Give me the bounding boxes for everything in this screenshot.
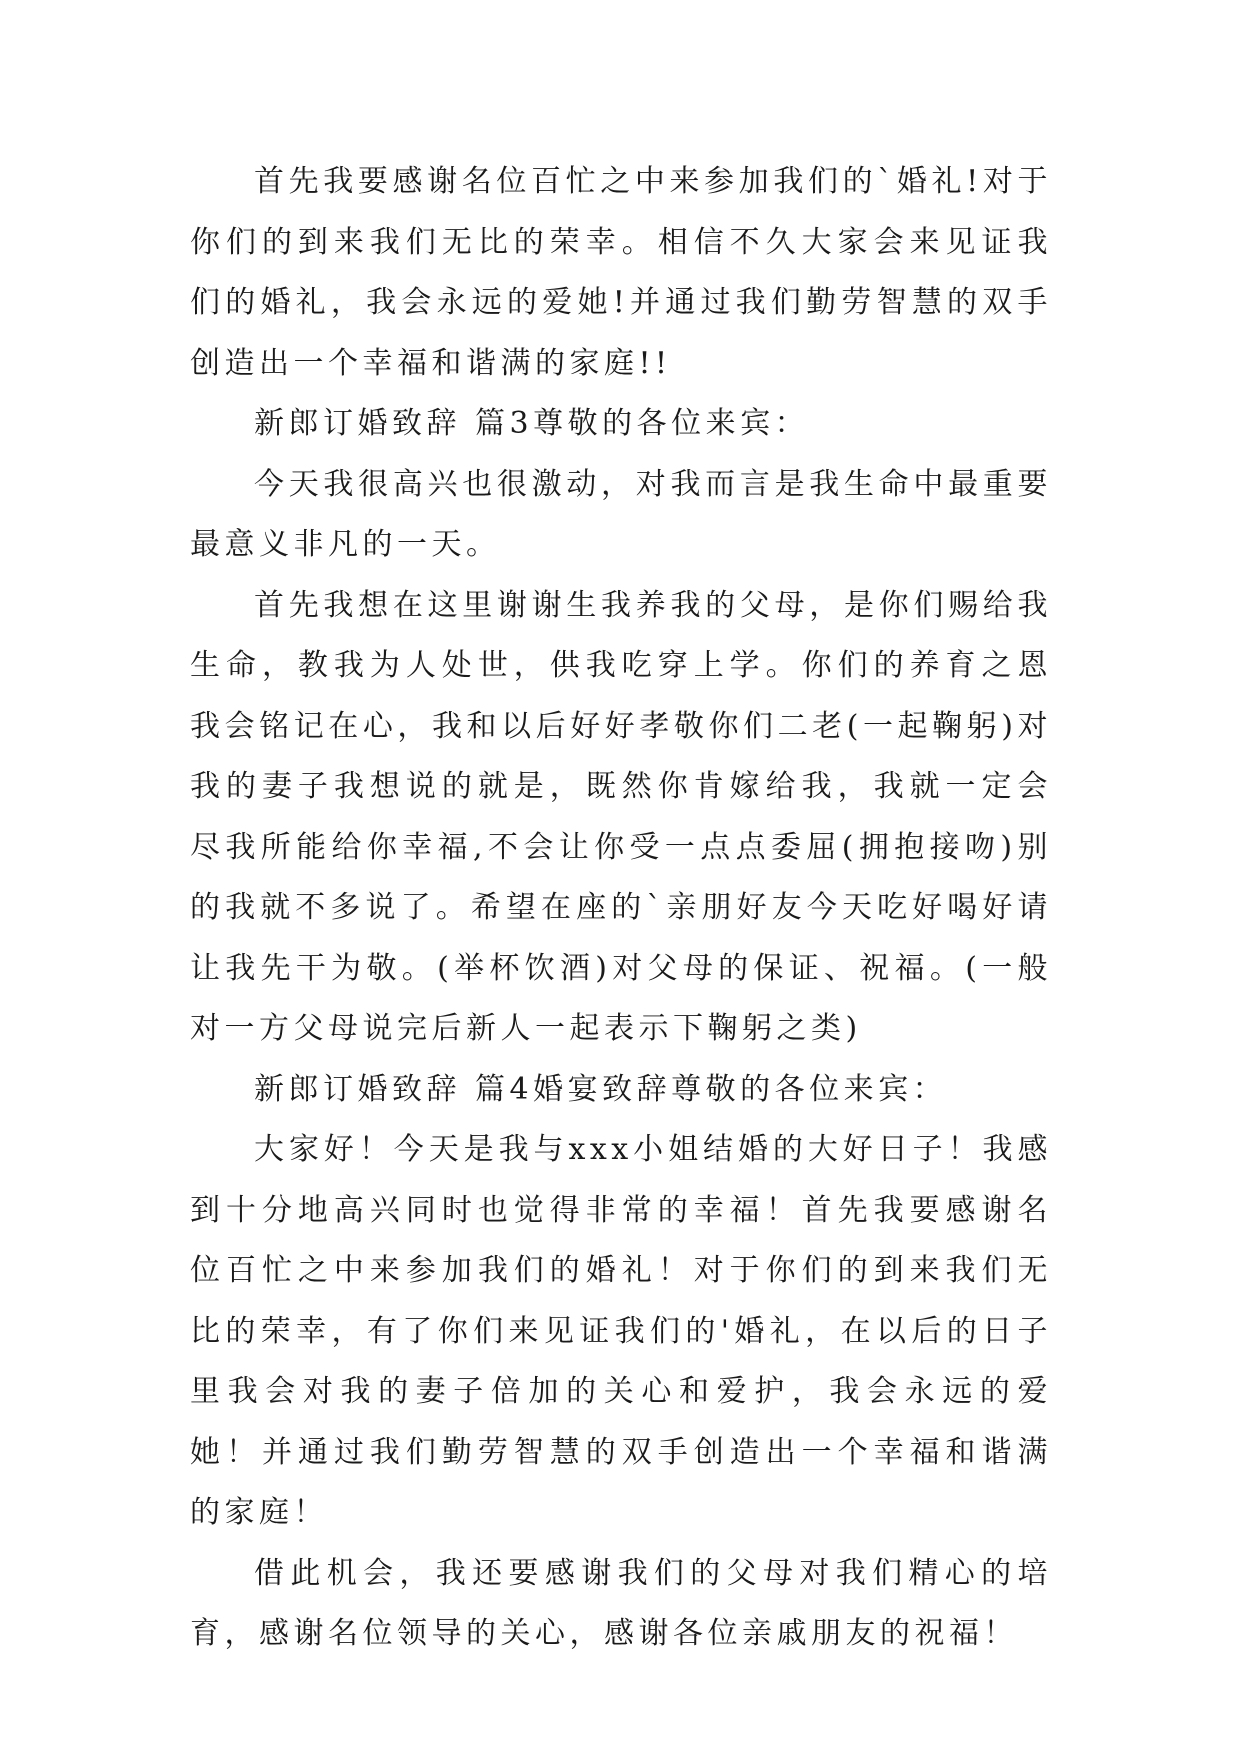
paragraph-thanks-guests: 首先我要感谢名位百忙之中来参加我们的`婚礼!对于你们的到来我们无比的荣幸。相信不久大家会来见证我们的婚礼，我会永远的爱她!并通过我们勤劳智慧的双手创造出一个幸福和谐满的家庭!! <box>190 164 1052 381</box>
section-heading-4: 新郎订婚致辞 篇4婚宴致辞尊敬的各位来宾： <box>254 1071 948 1107</box>
paragraph-thanks-parents: 首先我想在这里谢谢生我养我的父母，是你们赐给我生命，教我为人处世，供我吃穿上学。你们的养育之恩我会铭记在心，我和以后好好孝敬你们二老(一起鞠躬)对我的妻子我想说的就是，既然你肯嫁给我，我就一定会尽我所能给你幸福,不会让你受一点点委屈(拥抱接吻)别的我就不多说了。希望在座的`亲朋好友今天吃好喝好请让我先干为敬。(举杯饮酒)对父母的保证、祝福。(一般对一方父母说完后新人一起表示下鞠躬之类) <box>190 587 1052 1046</box>
section-heading-3: 新郎订婚致辞 篇3尊敬的各位来宾： <box>254 406 810 441</box>
paragraph-closing-thanks: 借此机会，我还要感谢我们的父母对我们精心的培育，感谢名位领导的关心，感谢各位亲戚朋友的祝福！ <box>190 1555 1052 1651</box>
document-body <box>190 152 1052 1665</box>
paragraph-today: 今天我很高兴也很激动，对我而言是我生命中最重要最意义非凡的一天。 <box>190 466 1052 562</box>
paragraph-wedding-day: 大家好！今天是我与xxx小姐结婚的大好日子！我感到十分地高兴同时也觉得非常的幸福！首先我要感谢名位百忙之中来参加我们的婚礼！对于你们的到来我们无比的荣幸，有了你们来见证我们的'婚礼，在以后的日子里我会对我的妻子倍加的关心和爱护，我会永远的爱她！并通过我们勤劳智慧的双手创造出一个幸福和谐满的家庭！ <box>190 1132 1052 1530</box>
